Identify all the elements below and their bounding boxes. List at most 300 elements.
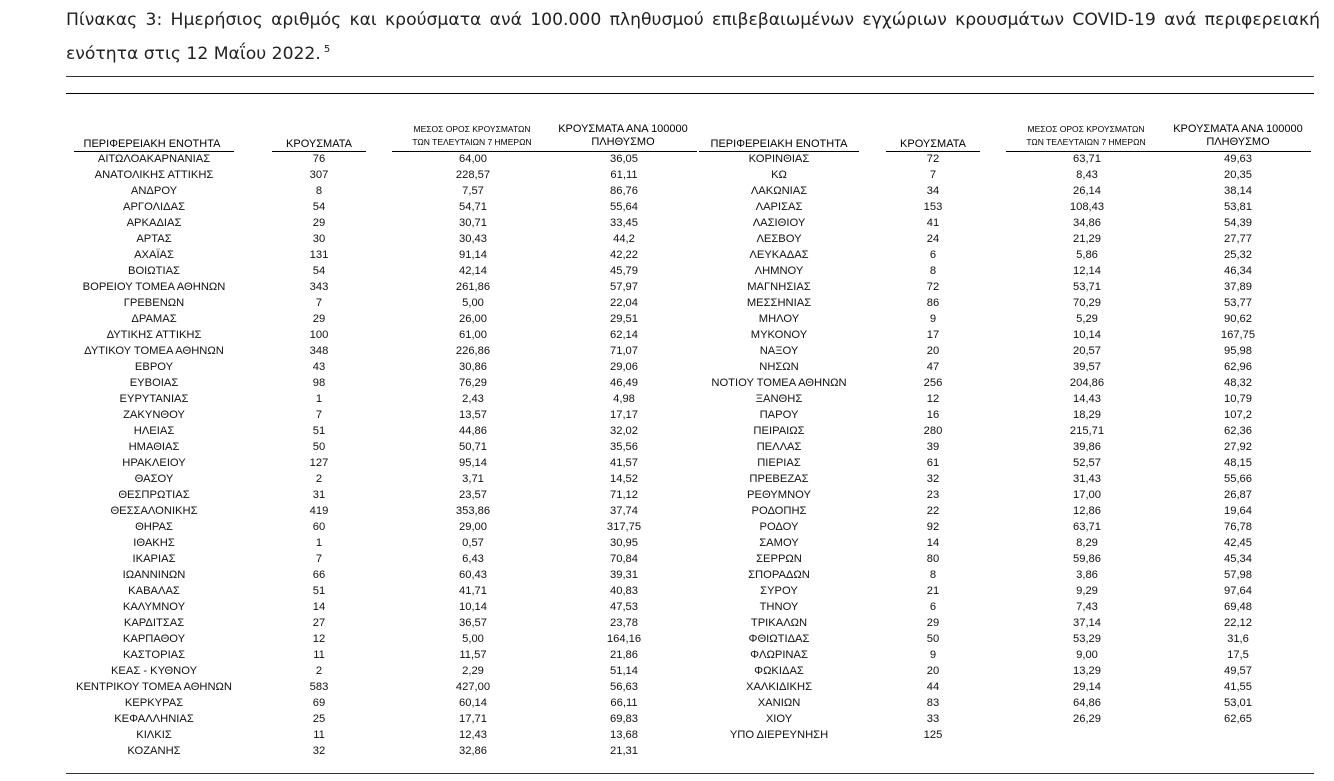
top-rule [66, 76, 1314, 77]
per100k-cell: 30,95 [610, 537, 638, 549]
avg7d-cell: 60,43 [459, 569, 487, 581]
region-cell: ΚΕΡΚΥΡΑΣ [124, 697, 184, 709]
region-cell: ΣΕΡΡΩΝ [756, 553, 802, 565]
avg7d-cell: 2,29 [462, 665, 484, 677]
header-avg-line1: ΜΕΣΟΣ ΟΡΟΣ ΚΡΟΥΣΜΑΤΩΝ [1027, 124, 1145, 134]
avg7d-cell: 18,29 [1073, 409, 1101, 421]
region-cell: ΧΙΟΥ [765, 713, 793, 725]
cases-cell: 348 [309, 345, 329, 357]
header-avg-line1: ΜΕΣΟΣ ΟΡΟΣ ΚΡΟΥΣΜΑΤΩΝ [413, 124, 531, 134]
cases-cell: 8 [929, 265, 937, 277]
region-cell: ΥΠΟ ΔΙΕΡΕΥΝΗΣΗ [729, 729, 829, 741]
region-cell: ΠΡΕΒΕΖΑΣ [749, 473, 809, 485]
header-per100k-line1: ΚΡΟΥΣΜΑΤΑ ΑΝΑ 100000 [1173, 123, 1303, 135]
cases-cell: 11 [313, 649, 325, 661]
avg7d-cell: 26,29 [1073, 713, 1101, 725]
per100k-cell: 45,79 [610, 265, 638, 277]
per100k-cell: 76,78 [1224, 521, 1252, 533]
cases-cell: 280 [923, 425, 943, 437]
region-cell: ΙΩΑΝΝΙΝΩΝ [122, 569, 186, 581]
cases-cell: 131 [309, 249, 329, 261]
per100k-cell: 167,75 [1220, 329, 1256, 341]
avg7d-cell: 12,43 [459, 729, 487, 741]
region-cell: ΗΡΑΚΛΕΙΟΥ [122, 457, 186, 469]
region-cell: ΑΡΤΑΣ [136, 233, 172, 245]
per100k-cell: 57,97 [610, 281, 638, 293]
cases-cell: 419 [309, 505, 329, 517]
cases-cell: 343 [309, 281, 329, 293]
per100k-cell: 42,45 [1224, 537, 1252, 549]
region-cell: ΗΛΕΙΑΣ [133, 425, 175, 437]
cases-cell: 17 [926, 329, 940, 341]
region-cell: ΛΑΣΙΘΙΟΥ [752, 217, 806, 229]
cases-cell: 60 [312, 521, 326, 533]
avg7d-cell: 29,14 [1073, 681, 1101, 693]
per100k-cell: 29,51 [610, 313, 638, 325]
cases-cell: 92 [926, 521, 940, 533]
avg7d-cell: 26,14 [1073, 185, 1101, 197]
cases-cell: 86 [926, 297, 940, 309]
page-title [66, 6, 1320, 69]
region-cell: ΔΡΑΜΑΣ [131, 313, 177, 325]
cases-cell: 307 [309, 169, 329, 181]
cases-cell: 32 [926, 473, 940, 485]
cases-cell: 20 [926, 665, 940, 677]
avg7d-cell: 63,71 [1073, 153, 1101, 165]
header-per100k-left [548, 123, 698, 149]
cases-cell: 2 [315, 473, 323, 485]
region-cell: ΙΚΑΡΙΑΣ [132, 553, 176, 565]
per100k-cell: 38,14 [1224, 185, 1252, 197]
cases-cell: 23 [926, 489, 940, 501]
per100k-cell: 42,22 [610, 249, 638, 261]
avg7d-cell: 5,29 [1076, 313, 1098, 325]
region-cell: ΕΒΡΟΥ [134, 361, 174, 373]
cases-cell: 39 [926, 441, 940, 453]
avg7d-cell: 41,71 [459, 585, 487, 597]
region-cell: ΚΑΛΥΜΝΟΥ [122, 601, 186, 613]
per100k-cell: 32,02 [610, 425, 638, 437]
per100k-cell: 317,75 [606, 521, 642, 533]
cases-cell: 29 [312, 313, 326, 325]
avg7d-cell: 14,43 [1073, 393, 1101, 405]
per100k-cell: 107,2 [1224, 409, 1252, 421]
region-cell: ΚΕΦΑΛΛΗΝΙΑΣ [114, 713, 194, 725]
avg7d-cell: 53,29 [1073, 633, 1101, 645]
cases-cell: 8 [315, 185, 323, 197]
avg7d-cell: 91,14 [459, 249, 487, 261]
region-cell: ΡΟΔΟΠΗΣ [751, 505, 807, 517]
table-top-rule [66, 93, 1314, 94]
per100k-cell: 55,66 [1224, 473, 1252, 485]
region-cell: ΘΑΣΟΥ [134, 473, 174, 485]
region-cell: ΠΑΡΟΥ [759, 409, 799, 421]
per100k-cell: 25,32 [1224, 249, 1252, 261]
cases-cell: 32 [312, 745, 326, 757]
avg7d-cell: 21,29 [1073, 233, 1101, 245]
region-cell: ΠΕΙΡΑΙΩΣ [753, 425, 805, 437]
avg7d-cell: 44,86 [459, 425, 487, 437]
avg7d-cell: 2,43 [462, 393, 484, 405]
region-cell: ΒΟΡΕΙΟΥ ΤΟΜΕΑ ΑΘΗΝΩΝ [82, 281, 226, 293]
region-cell: ΜΕΣΣΗΝΙΑΣ [746, 297, 812, 309]
header-region-left: ΠΕΡΙΦΕΡΕΙΑΚΗ ΕΝΟΤΗΤΑ [83, 138, 221, 150]
cases-cell: 125 [923, 729, 943, 741]
region-cell: ΠΙΕΡΙΑΣ [757, 457, 801, 469]
header-per100k-right [1163, 123, 1313, 149]
region-cell: ΓΡΕΒΕΝΩΝ [123, 297, 185, 309]
region-cell: ΕΥΡΥΤΑΝΙΑΣ [119, 393, 189, 405]
per100k-cell: 19,64 [1224, 505, 1252, 517]
cases-cell: 14 [312, 601, 326, 613]
cases-cell: 72 [926, 153, 940, 165]
per100k-cell: 44,2 [613, 233, 635, 245]
region-cell: ΜΥΚΟΝΟΥ [750, 329, 808, 341]
per100k-cell: 29,06 [610, 361, 638, 373]
region-cell: ΑΝΑΤΟΛΙΚΗΣ ΑΤΤΙΚΗΣ [94, 169, 214, 181]
cases-cell: 14 [926, 537, 940, 549]
region-cell: ΚΑΒΑΛΑΣ [128, 585, 180, 597]
avg7d-cell: 30,71 [459, 217, 487, 229]
per100k-cell: 49,57 [1224, 665, 1252, 677]
region-cell: ΛΑΡΙΣΑΣ [755, 201, 803, 213]
avg7d-cell: 59,86 [1073, 553, 1101, 565]
per100k-cell: 46,49 [610, 377, 638, 389]
per100k-cell: 31,6 [1227, 633, 1249, 645]
cases-cell: 51 [312, 425, 326, 437]
region-cell: ΝΗΣΩΝ [759, 361, 799, 373]
avg7d-cell: 5,86 [1076, 249, 1098, 261]
cases-cell: 12 [312, 633, 326, 645]
bottom-rule [66, 773, 1314, 774]
cases-cell: 34 [926, 185, 940, 197]
cases-cell: 69 [312, 697, 326, 709]
region-cell: ΖΑΚΥΝΘΟΥ [123, 409, 185, 421]
per100k-cell: 69,48 [1224, 601, 1252, 613]
avg7d-cell: 10,14 [1073, 329, 1101, 341]
per100k-cell: 21,31 [610, 745, 638, 757]
avg7d-cell: 8,29 [1076, 537, 1098, 549]
cases-cell: 41 [926, 217, 940, 229]
cases-cell: 29 [312, 217, 326, 229]
region-cell: ΣΠΟΡΑΔΩΝ [748, 569, 810, 581]
region-cell: ΣΥΡΟΥ [760, 585, 798, 597]
header-avg-left [387, 123, 557, 149]
per100k-cell: 36,05 [610, 153, 638, 165]
per100k-cell: 35,56 [610, 441, 638, 453]
per100k-cell: 22,12 [1224, 617, 1252, 629]
per100k-cell: 51,14 [610, 665, 638, 677]
avg7d-cell: 26,00 [459, 313, 487, 325]
avg7d-cell: 20,57 [1073, 345, 1101, 357]
per100k-cell: 47,53 [610, 601, 638, 613]
cases-cell: 25 [312, 713, 326, 725]
cases-cell: 7 [929, 169, 937, 181]
region-cell: ΑΡΓΟΛΙΔΑΣ [122, 201, 186, 213]
avg7d-cell: 70,29 [1073, 297, 1101, 309]
per100k-cell: 4,98 [613, 393, 635, 405]
cases-cell: 50 [926, 633, 940, 645]
avg7d-cell: 53,71 [1073, 281, 1101, 293]
region-cell: ΞΑΝΘΗΣ [755, 393, 803, 405]
per100k-cell: 49,63 [1224, 153, 1252, 165]
cases-cell: 100 [309, 329, 329, 341]
per100k-cell: 41,57 [610, 457, 638, 469]
region-cell: ΘΕΣΠΡΩΤΙΑΣ [118, 489, 190, 501]
avg7d-cell: 95,14 [459, 457, 487, 469]
cases-cell: 12 [926, 393, 940, 405]
avg7d-cell: 30,43 [459, 233, 487, 245]
region-cell: ΤΗΝΟΥ [759, 601, 799, 613]
cases-cell: 83 [926, 697, 940, 709]
avg7d-cell: 6,43 [462, 553, 484, 565]
avg7d-cell: 76,29 [459, 377, 487, 389]
region-cell: ΝΑΞΟΥ [759, 345, 799, 357]
avg7d-cell: 8,43 [1076, 169, 1098, 181]
avg7d-cell: 427,00 [455, 681, 491, 693]
cases-cell: 16 [926, 409, 940, 421]
avg7d-cell: 37,14 [1073, 617, 1101, 629]
avg7d-cell: 3,86 [1076, 569, 1098, 581]
avg7d-cell: 17,00 [1073, 489, 1101, 501]
cases-cell: 31 [312, 489, 326, 501]
cases-cell: 43 [312, 361, 326, 373]
cases-cell: 256 [923, 377, 943, 389]
avg7d-cell: 9,00 [1076, 649, 1098, 661]
per100k-cell: 17,5 [1227, 649, 1249, 661]
per100k-cell: 95,98 [1224, 345, 1252, 357]
avg7d-cell: 36,57 [459, 617, 487, 629]
per100k-cell: 41,55 [1224, 681, 1252, 693]
avg7d-cell: 11,57 [459, 649, 487, 661]
per100k-cell: 14,52 [610, 473, 638, 485]
per100k-cell: 97,64 [1224, 585, 1252, 597]
per100k-cell: 70,84 [610, 553, 638, 565]
per100k-cell: 54,39 [1224, 217, 1252, 229]
cases-cell: 80 [926, 553, 940, 565]
region-cell: ΕΥΒΟΙΑΣ [129, 377, 179, 389]
avg7d-cell: 5,00 [462, 633, 484, 645]
header-per100k-line1: ΚΡΟΥΣΜΑΤΑ ΑΝΑ 100000 [558, 123, 688, 135]
avg7d-cell: 261,86 [455, 281, 491, 293]
per100k-cell: 164,16 [606, 633, 642, 645]
cases-cell: 27 [312, 617, 326, 629]
title-text: Πίνακας 3: Ημερήσιος αριθμός και κρούσματα ανά 100.000 πληθυσμού επιβεβαιωμένων εγχώριων κρουσμάτων COVID-19 ανά περιφερειακή ενότητα στις 12 Μαΐου 2022. [66, 10, 1320, 64]
cases-cell: 7 [315, 553, 323, 565]
per100k-cell: 13,68 [610, 729, 638, 741]
header-region-right: ΠΕΡΙΦΕΡΕΙΑΚΗ ΕΝΟΤΗΤΑ [710, 138, 848, 150]
cases-cell: 66 [312, 569, 326, 581]
region-cell: ΜΑΓΝΗΣΙΑΣ [747, 281, 811, 293]
cases-cell: 61 [926, 457, 940, 469]
cases-cell: 7 [315, 297, 323, 309]
avg7d-cell: 228,57 [455, 169, 491, 181]
per100k-cell: 86,76 [610, 185, 638, 197]
cases-cell: 9 [929, 313, 937, 325]
avg7d-cell: 226,86 [455, 345, 491, 357]
per100k-cell: 48,32 [1224, 377, 1252, 389]
region-cell: ΚΕΑΣ - ΚΥΘΝΟΥ [110, 665, 198, 677]
cases-cell: 127 [309, 457, 329, 469]
region-cell: ΒΟΙΩΤΙΑΣ [128, 265, 180, 277]
avg7d-cell: 353,86 [455, 505, 491, 517]
region-cell: ΗΜΑΘΙΑΣ [128, 441, 180, 453]
cases-cell: 1 [315, 393, 323, 405]
per100k-cell: 66,11 [610, 697, 638, 709]
cases-cell: 24 [926, 233, 940, 245]
region-cell: ΚΕΝΤΡΙΚΟΥ ΤΟΜΕΑ ΑΘΗΝΩΝ [75, 681, 232, 693]
cases-cell: 76 [312, 153, 326, 165]
region-cell: ΜΗΛΟΥ [758, 313, 800, 325]
avg7d-cell: 42,14 [459, 265, 487, 277]
header-per100k-line2: ΠΛΗΘΥΣΜΟ [1206, 136, 1270, 148]
region-cell: ΙΘΑΚΗΣ [133, 537, 175, 549]
avg7d-cell: 60,14 [459, 697, 487, 709]
region-cell: ΛΗΜΝΟΥ [754, 265, 804, 277]
region-cell: ΡΕΘΥΜΝΟΥ [747, 489, 811, 501]
avg7d-cell: 108,43 [1069, 201, 1105, 213]
per100k-cell: 10,79 [1224, 393, 1252, 405]
region-cell: ΧΑΝΙΩΝ [757, 697, 801, 709]
cases-cell: 54 [312, 201, 326, 213]
region-cell: ΚΩ [771, 169, 787, 181]
per100k-cell: 61,11 [610, 169, 638, 181]
avg7d-cell: 3,71 [462, 473, 484, 485]
avg7d-cell: 32,86 [459, 745, 487, 757]
avg7d-cell: 204,86 [1069, 377, 1105, 389]
per100k-cell: 23,78 [610, 617, 638, 629]
per100k-cell: 26,87 [1224, 489, 1252, 501]
avg7d-cell: 50,71 [459, 441, 487, 453]
cases-cell: 153 [923, 201, 943, 213]
per100k-cell: 56,63 [610, 681, 638, 693]
per100k-cell: 40,83 [610, 585, 638, 597]
region-cell: ΑΝΔΡΟΥ [130, 185, 178, 197]
header-avg-right [1001, 123, 1171, 149]
region-cell: ΔΥΤΙΚΗΣ ΑΤΤΙΚΗΣ [106, 329, 202, 341]
avg7d-cell: 61,00 [459, 329, 487, 341]
region-cell: ΚΑΡΠΑΘΟΥ [122, 633, 186, 645]
title-footnote: 5 [323, 44, 331, 55]
avg7d-cell: 23,57 [459, 489, 487, 501]
region-cell: ΑΧΑΪΑΣ [134, 249, 174, 261]
region-cell: ΔΥΤΙΚΟΥ ΤΟΜΕΑ ΑΘΗΝΩΝ [84, 345, 224, 357]
region-cell: ΘΕΣΣΑΛΟΝΙΚΗΣ [110, 505, 198, 517]
cases-cell: 44 [926, 681, 940, 693]
avg7d-cell: 39,86 [1073, 441, 1101, 453]
region-cell: ΘΗΡΑΣ [135, 521, 173, 533]
cases-cell: 1 [315, 537, 323, 549]
per100k-cell: 17,17 [610, 409, 638, 421]
avg7d-cell: 7,43 [1076, 601, 1098, 613]
region-cell: ΛΕΣΒΟΥ [756, 233, 802, 245]
header-per100k-line2: ΠΛΗΘΥΣΜΟ [591, 136, 655, 148]
avg7d-cell: 52,57 [1073, 457, 1101, 469]
cases-cell: 21 [926, 585, 940, 597]
per100k-cell: 48,15 [1224, 457, 1252, 469]
avg7d-cell: 39,57 [1073, 361, 1101, 373]
region-cell: ΦΛΩΡΙΝΑΣ [750, 649, 808, 661]
per100k-cell: 71,07 [610, 345, 638, 357]
avg7d-cell: 31,43 [1073, 473, 1101, 485]
cases-cell: 8 [929, 569, 937, 581]
cases-cell: 98 [312, 377, 326, 389]
region-cell: ΛΑΚΩΝΙΑΣ [750, 185, 808, 197]
cases-cell: 30 [312, 233, 326, 245]
per100k-cell: 21,86 [610, 649, 638, 661]
header-avg-line2: ΤΩΝ ΤΕΛΕΥΤΑΙΩΝ 7 ΗΜΕΡΩΝ [412, 137, 532, 147]
avg7d-cell: 54,71 [459, 201, 487, 213]
cases-cell: 2 [315, 665, 323, 677]
per100k-cell: 71,12 [610, 489, 638, 501]
per100k-cell: 62,36 [1224, 425, 1252, 437]
cases-cell: 47 [926, 361, 940, 373]
per100k-cell: 39,31 [610, 569, 638, 581]
avg7d-cell: 12,14 [1073, 265, 1101, 277]
avg7d-cell: 10,14 [459, 601, 487, 613]
per100k-cell: 53,01 [1224, 697, 1252, 709]
header-cases-left: ΚΡΟΥΣΜΑΤΑ [286, 138, 352, 150]
per100k-cell: 53,81 [1224, 201, 1252, 213]
avg7d-cell: 13,57 [459, 409, 487, 421]
avg7d-cell: 13,29 [1073, 665, 1101, 677]
avg7d-cell: 5,00 [462, 297, 484, 309]
cases-cell: 33 [926, 713, 940, 725]
cases-cell: 51 [312, 585, 326, 597]
cases-cell: 6 [929, 249, 937, 261]
cases-cell: 72 [926, 281, 940, 293]
avg7d-cell: 12,86 [1073, 505, 1101, 517]
per100k-cell: 90,62 [1224, 313, 1252, 325]
per100k-cell: 62,14 [610, 329, 638, 341]
per100k-cell: 45,34 [1224, 553, 1252, 565]
cases-cell: 7 [315, 409, 323, 421]
cases-cell: 20 [926, 345, 940, 357]
region-cell: ΛΕΥΚΑΔΑΣ [749, 249, 809, 261]
per100k-cell: 37,89 [1224, 281, 1252, 293]
avg7d-cell: 0,57 [462, 537, 484, 549]
region-cell: ΚΑΡΔΙΤΣΑΣ [123, 617, 185, 629]
per100k-cell: 62,96 [1224, 361, 1252, 373]
per100k-cell: 62,65 [1224, 713, 1252, 725]
region-cell: ΚΟΖΑΝΗΣ [127, 745, 181, 757]
region-cell: ΤΡΙΚΑΛΩΝ [750, 617, 808, 629]
region-cell: ΦΩΚΙΔΑΣ [754, 665, 804, 677]
region-cell: ΑΙΤΩΛΟΑΚΑΡΝΑΝΙΑΣ [97, 153, 211, 165]
per100k-cell: 55,64 [610, 201, 638, 213]
cases-cell: 29 [926, 617, 940, 629]
per100k-cell: 20,35 [1224, 169, 1252, 181]
cases-cell: 11 [313, 729, 325, 741]
avg7d-cell: 17,71 [459, 713, 487, 725]
avg7d-cell: 64,86 [1073, 697, 1101, 709]
region-cell: ΚΑΣΤΟΡΙΑΣ [122, 649, 186, 661]
avg7d-cell: 63,71 [1073, 521, 1101, 533]
region-cell: ΡΟΔΟΥ [759, 521, 799, 533]
per100k-cell: 27,77 [1224, 233, 1252, 245]
cases-cell: 54 [312, 265, 326, 277]
cases-cell: 22 [926, 505, 940, 517]
per100k-cell: 69,83 [610, 713, 638, 725]
avg7d-cell: 34,86 [1073, 217, 1101, 229]
per100k-cell: 57,98 [1224, 569, 1252, 581]
cases-cell: 583 [309, 681, 329, 693]
cases-cell: 50 [312, 441, 326, 453]
per100k-cell: 46,34 [1224, 265, 1252, 277]
per100k-cell: 27,92 [1224, 441, 1252, 453]
per100k-cell: 22,04 [610, 297, 638, 309]
region-cell: ΚΟΡΙΝΘΙΑΣ [748, 153, 810, 165]
